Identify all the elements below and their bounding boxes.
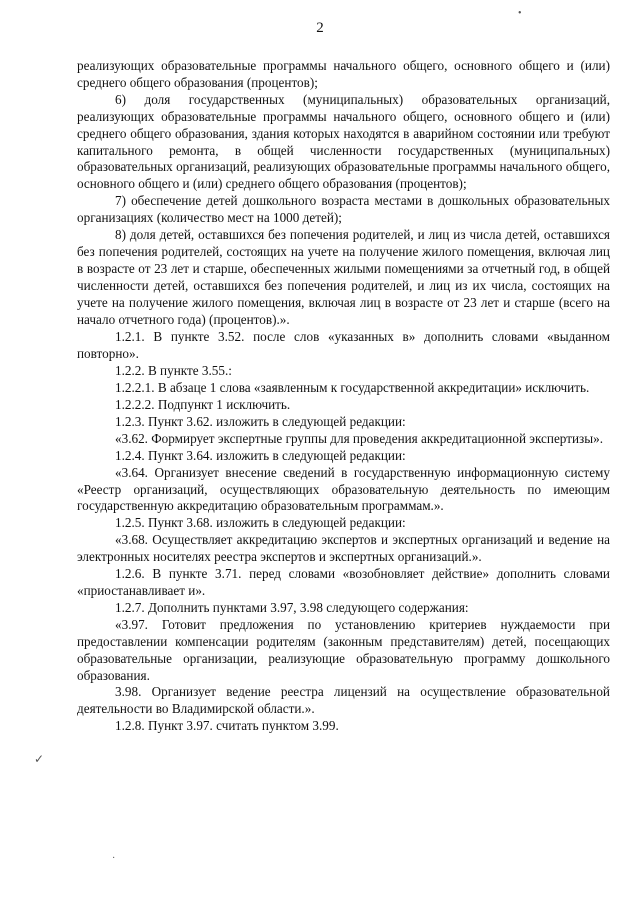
scan-mark-top: • [518,8,522,19]
scan-mark-bottom: · [112,853,116,864]
paragraph-1-2-6: 1.2.6. В пункте 3.71. перед словами «возобновляет действие» дополнить словами «приостанавливает и». [77,566,610,598]
paragraph-item-7: 7) обеспечение детей дошкольного возраста местами в дошкольных образовательных организациях (количество мест на 1000 детей); [77,193,610,226]
paragraph-item-6: 6) доля государственных (муниципальных) образовательных организаций, реализующих образовательные программы начального общего, основного общего и (или) среднего общего образования, здания которых находятся в аварийном состоянии или требуют капитального ремонта, в общей численности государственных (муниципальных) образовательных организаций, реализующих образовательные программы начального общего, основного общего и (или) среднего общего образования (процентов); [77,91,610,192]
paragraph-1-2-1: 1.2.1. В пункте 3.52. после слов «указанных в» дополнить словами «выданном повторно». [77,329,610,362]
paragraph-3-62: «3.62. Формирует экспертные группы для проведения аккредитационной экспертизы». [115,430,603,446]
page-number: 2 [316,20,324,36]
paragraph-1-2-5: 1.2.5. Пункт 3.68. изложить в следующей редакции: [115,515,406,531]
paragraph-3-98: 3.98. Организует ведение реестра лицензий на осуществление образовательной деятельности во Владимирской области.». [77,684,610,717]
paragraph-3-97: «3.97. Готовит предложения по установлению критериев нуждаемости при предоставлении компенсации родителям (законным представителям) детей, посещающих образовательные организации, реализующие образовательную программу дошкольного образования. [77,616,610,683]
paragraph-item-8: 8) доля детей, оставшихся без попечения родителей, и лиц из числа детей, оставшихся без попечения родителей, состоящих на учете на получение жилого помещения, включая лиц в возрасте от 23 лет и старше, обеспеченных жилыми помещениями за отчетный год, в общей численности детей, оставшихся без попечения родителей, и лиц из их числа, состоящих на учете на получение жилого помещения, включая лиц в возрасте от 23 лет и старше (всего на начало отчетного года) (процентов).». [77,227,610,327]
paragraph-1-2-4: 1.2.4. Пункт 3.64. изложить в следующей редакции: [115,447,406,463]
paragraph-1-2-2-1: 1.2.2.1. В абзаце 1 слова «заявленным к государственной аккредитации» исключить. [115,380,590,396]
scan-mark-left: ✓ [34,752,45,766]
document-body [77,58,610,735]
paragraph-1-2-2: 1.2.2. В пункте 3.55.: [115,363,232,379]
paragraph-1-2-2-2: 1.2.2.2. Подпункт 1 исключить. [115,397,291,413]
paragraph-1-2-8: 1.2.8. Пункт 3.97. считать пунктом 3.99. [115,718,339,734]
paragraph-3-68: «3.68. Осуществляет аккредитацию экспертов и экспертных организаций и ведение на электронных носителях реестра экспертов и экспертных организаций.». [77,532,610,565]
paragraph-continuation: реализующих образовательные программы начального общего, основного общего и (или) среднего общего образования (процентов); [77,58,610,90]
paragraph-1-2-7: 1.2.7. Дополнить пунктами 3.97, 3.98 следующего содержания: [115,599,469,615]
paragraph-1-2-3: 1.2.3. Пункт 3.62. изложить в следующей редакции: [115,413,406,429]
paragraph-3-64: «3.64. Организует внесение сведений в государственную информационную систему «Реестр организаций, осуществляющих образовательную деятельность по имеющим государственную аккредитацию образовательным программам.». [77,464,610,514]
